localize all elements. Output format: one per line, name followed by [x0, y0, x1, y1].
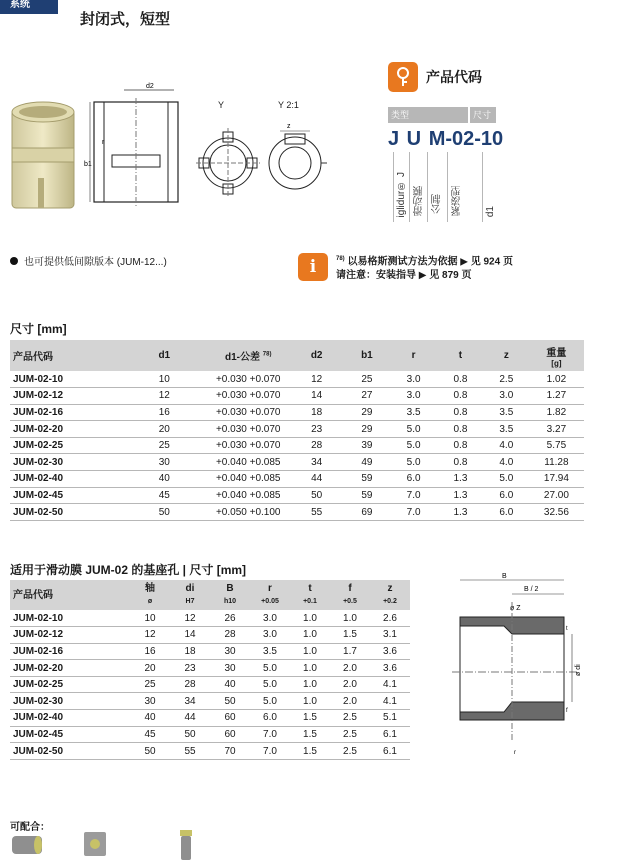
table-row: JUM-02-50 50 55 70 7.0 1.5 2.5 6.1	[10, 743, 410, 760]
table-row: JUM-02-30 30 34 50 5.0 1.0 2.0 4.1	[10, 693, 410, 710]
label-y-scale: Y 2:1	[278, 100, 299, 110]
legend-d1: d1	[485, 206, 496, 218]
bearing-detail-view	[265, 118, 335, 203]
low-clearance-note: 也可提供低间隙版本 (JUM-12...)	[10, 253, 167, 268]
compatible-pin-image	[176, 828, 198, 862]
compatible-title: 可配合：	[10, 822, 50, 833]
table-row: JUM-02-40 40 44 60 6.0 1.5 2.5 5.1	[10, 710, 410, 727]
part-code-value	[388, 128, 503, 151]
table-row: JUM-02-10 10 12 26 3.0 1.0 1.0 2.6	[10, 610, 410, 627]
table-row: JUM-02-25 25 +0.030 +0.070 28 39 5.0 0.8 4.0 5.75	[10, 437, 584, 454]
legend-metric: 公制	[432, 194, 443, 214]
table-row: JUM-02-45 45 +0.040 +0.085 50 59 7.0 1.3 6.0 27.00	[10, 487, 584, 504]
compatible-shaft-image	[10, 830, 44, 860]
label-d2: d2	[146, 83, 154, 90]
part-code-title: 产品代码	[426, 69, 482, 85]
label-z: z	[287, 123, 291, 130]
info-icon: i	[298, 253, 328, 281]
table-row: JUM-02-20 20 +0.030 +0.070 23 29 5.0 0.8 3.5 3.27	[10, 421, 584, 438]
bullet-icon	[10, 257, 18, 265]
type-label: 类型	[388, 107, 468, 123]
svg-text:ø di: ø di	[575, 664, 582, 676]
svg-text:B: B	[502, 573, 507, 580]
size-label: 尺寸	[470, 107, 496, 123]
bearing-end-view	[196, 118, 260, 203]
svg-text:ø Z: ø Z	[510, 605, 521, 612]
svg-text:B / 2: B / 2	[524, 586, 539, 593]
legend-type: 滑动膜	[414, 186, 425, 216]
dimensions-title: 尺寸 [mm]	[10, 322, 67, 336]
key-icon	[388, 62, 418, 92]
info-notes: $^{78)}$ 以易格斯测试方法为依据 ▶ 见 924 页 请注意：安装指导 ▶ 见 879 页	[336, 256, 513, 282]
legend-compact: 紧凑型	[452, 186, 463, 216]
table-row: JUM-02-12 12 +0.030 +0.070 14 27 3.0 0.8 3.0 1.27	[10, 388, 584, 405]
table-row: JUM-02-16 16 18 30 3.5 1.0 1.7 3.6	[10, 643, 410, 660]
table-row: JUM-02-16 16 +0.030 +0.070 18 29 3.5 0.8 3.5 1.82	[10, 404, 584, 421]
series-tag: 系统	[0, 0, 58, 14]
svg-text:r: r	[514, 750, 516, 756]
table-row: JUM-02-12 12 14 28 3.0 1.0 1.5 3.1	[10, 627, 410, 644]
table-row: JUM-02-40 40 +0.040 +0.085 44 59 6.0 1.3 5.0 17.94	[10, 471, 584, 488]
svg-text:t: t	[566, 626, 568, 632]
compatible-housing-image	[80, 828, 110, 860]
housing-table: 产品代码 轴 ø di H7 B h10 r +0.05 t +0.1 f +0.5 z +0.2 JUM-02-10 10 12 26 3.0 1.0 1.0 2.6 JUM-02-12 12 14 28 3.0 1.0 1.5 3.1 JUM-02-16 16 18 30 3.5 1.0 1.7 3.6 JUM-02-20 20 23 30 5.0 1.0 2.0 3.6 JUM-02-25 25 28 40 5.0 1.0 2.0 4.1 JUM-02-30 30 34 50 5.0 1.0 2.0 4.1 JUM-02-40 40 44 60 6.0 1.5 2.5 5.1 JUM-02-45 45 50 60 7.0 1.5 2.5 6.1 JUM-02-50 50 55 70 7.0 1.5 2.5 6.1	[10, 580, 410, 760]
bearing-product-image	[8, 98, 80, 213]
bearing-section-drawing	[84, 80, 199, 215]
part-code-prefix: J U	[388, 128, 423, 150]
part-code-rest: M-02-10	[428, 128, 504, 150]
housing-bore-drawing	[452, 572, 592, 772]
label-b1: b1	[84, 161, 92, 168]
legend-material: iglidur® J	[396, 172, 407, 218]
table-row: JUM-02-20 20 23 30 5.0 1.0 2.0 3.6	[10, 660, 410, 677]
table-row: JUM-02-30 30 +0.040 +0.085 34 49 5.0 0.8 4.0 11.28	[10, 454, 584, 471]
dimensions-table: 产品代码 d1 d1-公差 $^{78)}$ d2 b1 r t z 重量 [g] JUM-02-10 10 +0.030 +0.070 12 25 3.0 0.8 2.5 1.02 JUM-02-12 12 +0.030 +0.070 14 27 3.0 0.8 3.0 1.27 JUM-02-16 16 +0.030 +0.070 18 29 3.5 0.8 3.5 1.82 JUM-02-20 20 +0.030 +0.070 23 29 5.0 0.8 3.5 3.27 JUM-02-25 25 +0.030 +0.070 28 39 5.0 0.8 4.0 5.75 JUM-02-30 30 +0.040 +0.085 34 49 5.0 0.8 4.0 11.28 JUM-02-40 40 +0.040 +0.085 44 59 6.0 1.3 5.0 17.94 JUM-02-45 45 +0.040 +0.085 50 59 7.0 1.3 6.0 27.00 JUM-02-50 50 +0.050 +0.100 55 69 7.0 1.3 6.0 32.56	[10, 340, 584, 521]
label-y-view: Y	[218, 100, 225, 110]
part-code-header	[388, 62, 482, 92]
table-row: JUM-02-45 45 50 60 7.0 1.5 2.5 6.1	[10, 726, 410, 743]
table-row: JUM-02-25 25 28 40 5.0 1.0 2.0 4.1	[10, 676, 410, 693]
page-title: 封闭式，短型	[80, 11, 171, 28]
svg-text:f: f	[566, 708, 568, 714]
label-r: r	[102, 139, 105, 146]
table-row: JUM-02-50 50 +0.050 +0.100 55 69 7.0 1.3 6.0 32.56	[10, 504, 584, 521]
housing-title: 适用于滑动膜 JUM-02 的基座孔 | 尺寸 [mm]	[10, 563, 247, 577]
table-row: JUM-02-10 10 +0.030 +0.070 12 25 3.0 0.8 2.5 1.02	[10, 371, 584, 388]
